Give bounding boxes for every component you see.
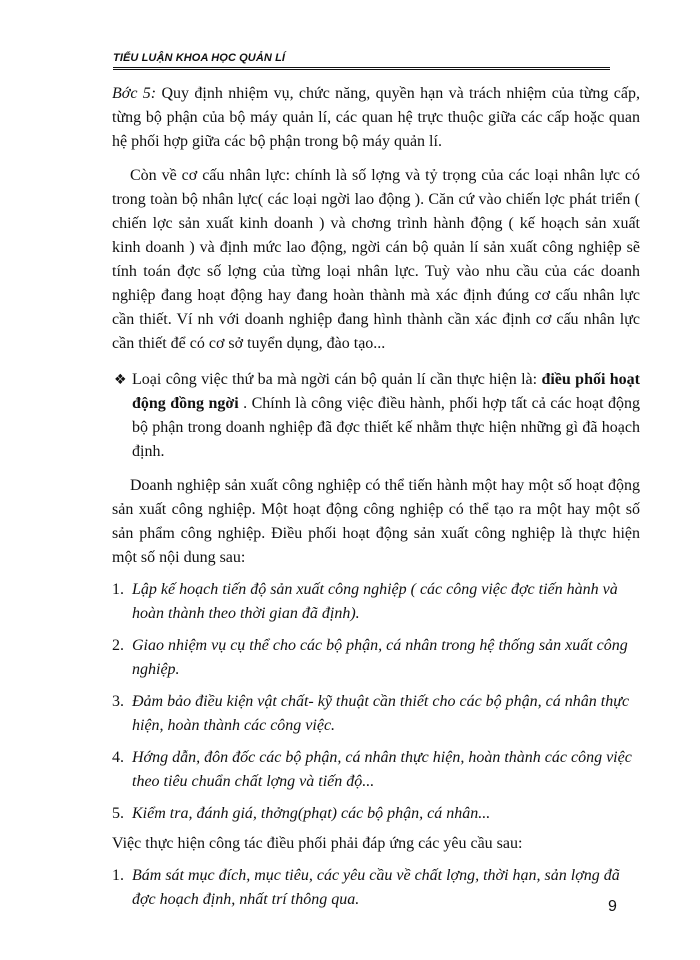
bullet-paragraph [112, 368, 640, 464]
page-number: 9 [608, 898, 617, 915]
list-item [112, 578, 640, 626]
coordination-paragraph: Doanh nghiệp sản xuất công nghiệp có thể tiến hành một hay một số hoạt động sản xuất công nghiệp. Một hoạt động công nghiệp có thể tạo ra một hay một số sản phẩm công nghiệp. Điều phối hoạt động sản xuất công nghiệp là thực hiện một số nội dung sau: [112, 477, 640, 566]
list-item-number: 4. [112, 749, 124, 766]
requirement-item [112, 864, 640, 912]
list-item [112, 746, 640, 794]
list-item-number: 5. [112, 805, 124, 822]
list-item [112, 634, 640, 682]
list-item-number: 1. [112, 581, 124, 598]
page-header [113, 52, 610, 70]
bullet-text-after: . Chính là công việc điều hành, phối hợp tất cả các hoạt động bộ phận trong doanh nghiệp đã đợc thiết kế nhằm thực hiện những gì đã hoạch định. [132, 395, 641, 460]
list-item-text: Đảm bảo điều kiện vật chất- kỹ thuật cần thiết cho các bộ phận, cá nhân thực hiện, hoàn thành các công việc. [132, 693, 630, 734]
step5-paragraph [112, 82, 640, 154]
step5-text: Quy định nhiệm vụ, chức năng, quyền hạn và trách nhiệm của từng cấp, từng bộ phận của bộ máy quản lí, các quan hệ trực thuộc giữa các cấp hoặc quan hệ phối hợp giữa các bộ phận trong bộ máy quản lí. [112, 85, 640, 150]
list-item-text: Lập kế hoạch tiến độ sản xuất công nghiệp ( các công việc đợc tiến hành và hoàn thành theo thời gian đã định). [132, 581, 618, 622]
diamond-bullet-icon: ❖ [114, 372, 127, 388]
header-title: TIỂU LUẬN KHOA HỌC QUẢN LÍ [113, 52, 286, 64]
list-item-text: Giao nhiệm vụ cụ thể cho các bộ phận, cá nhân trong hệ thống sản xuất công nghiệp. [132, 637, 628, 678]
bullet-text-before: Loại công việc thứ ba mà ngời cán bộ quản lí cần thực hiện là: [132, 371, 542, 388]
list-item-text: Hớng dẫn, đôn đốc các bộ phận, cá nhân thực hiện, hoàn thành các công việc theo tiêu chuẩn chất lợng và tiến độ... [132, 749, 632, 790]
requirement-number: 1. [112, 867, 124, 884]
requirements-intro: Việc thực hiện công tác điều phối phải đáp ứng các yêu cầu sau: [112, 835, 523, 852]
page-content [112, 82, 640, 912]
step5-label: Bớc 5: [112, 85, 157, 102]
structure-paragraph: Còn về cơ cấu nhân lực: chính là số lợng và tỷ trọng của các loại nhân lực có trong toàn bộ nhân lực( các loại ngời lao động ). Căn cứ vào chiến lợc phát triển ( chiến lợc sản xuất kinh doanh ) và chơng trình hành động ( kế hoạch sản xuất kinh doanh ) và định mức lao động, ngời cán bộ quản lí sản xuất công nghiệp sẽ tính toán đợc số lợng của từng loại nhân lực. Tuỳ vào nhu cầu của các doanh nghiệp đang hoạt động hay đang hoàn thành mà xác định đúng cơ cấu nhân lực cần thiết. Ví nh với doanh nghiệp đang hình thành cần xác định cơ cấu nhân lực cần thiết để có cơ sở tuyển dụng, đào tạo... [112, 167, 640, 352]
list-item-text: Kiểm tra, đánh giá, thởng(phạt) các bộ phận, cá nhân... [132, 805, 491, 822]
list-item-number: 3. [112, 693, 124, 710]
bullet-bold-text: điều phối hoạt động đồng ngời [132, 371, 641, 412]
list-item-number: 2. [112, 637, 124, 654]
requirements-list [112, 864, 640, 912]
list-item [112, 802, 640, 826]
header-rule [113, 67, 610, 70]
content-list [112, 578, 640, 826]
list-item [112, 690, 640, 738]
requirement-text: Bám sát mục đích, mục tiêu, các yêu cầu về chất lợng, thời hạn, sản lợng đã đợc hoạch định, nhất trí thông qua. [132, 867, 620, 908]
